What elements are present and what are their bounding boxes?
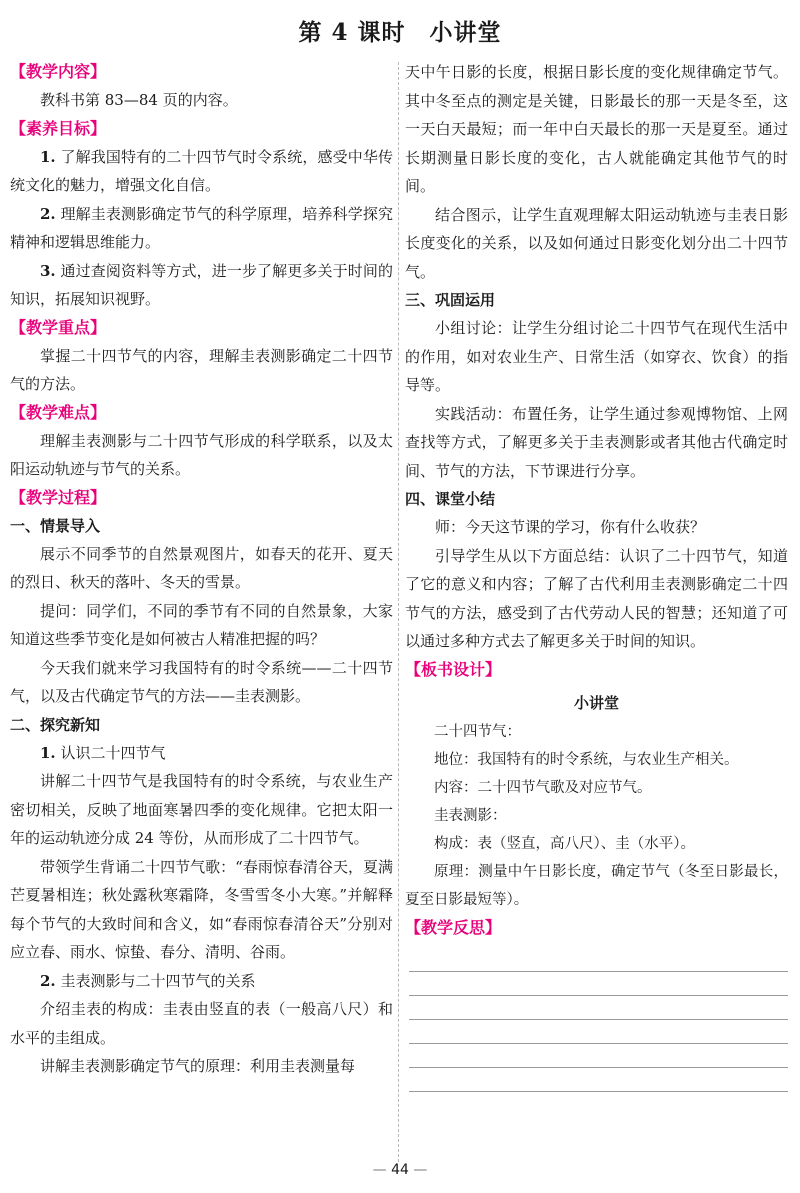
key-points-heading: 【教学重点】 <box>10 317 107 337</box>
goal-number: 3. <box>40 261 56 280</box>
writing-line[interactable] <box>409 1020 788 1044</box>
section-title-summary: 四、课堂小结 <box>405 490 496 508</box>
difficulties-heading: 【教学难点】 <box>10 402 107 422</box>
board-line: 内容：二十四节气歌及对应节气。 <box>434 779 652 796</box>
board-heading: 【板书设计】 <box>405 659 502 679</box>
process-heading: 【教学过程】 <box>10 487 107 507</box>
paragraph: 讲解二十四节气是我国特有的时令系统，与农业生产密切相关，反映了地面寒暑四季的变化规律。它把太阳一年的运动轨迹分成 24 等份，从而形成了二十四节气。 <box>10 772 393 847</box>
writing-line[interactable] <box>409 972 788 996</box>
difficulties-text: 理解圭表测影与二十四节气形成的科学联系，以及太阳运动轨迹与节气的关系。 <box>10 431 393 478</box>
left-column <box>10 58 393 1081</box>
paragraph: 引导学生从以下方面总结：认识了二十四节气，知道了它的意义和内容；了解了古代利用圭表测影确定二十四节气的方法，感受到了古代劳动人民的智慧；还知道了可以通过多种方式去了解更多关于时间的知识。 <box>405 546 788 650</box>
paragraph: 小组讨论：让学生分组讨论二十四节气在现代生活中的作用，如对农业生产、日常生活（如穿衣、饮食）的指导等。 <box>405 319 788 394</box>
goals-heading: 【素养目标】 <box>10 118 107 138</box>
key-points-text: 掌握二十四节气的内容，理解圭表测影确定二十四节气的方法。 <box>10 346 393 393</box>
paragraph: 实践活动：布置任务，让学生通过参观博物馆、上网查找等方式，了解更多关于圭表测影或者其他古代确定时间、节气的方法，下节课进行分享。 <box>405 404 788 480</box>
section-title-intro: 一、情景导入 <box>10 516 101 535</box>
page-number-value: 44 <box>391 1162 409 1178</box>
writing-line[interactable] <box>409 996 788 1020</box>
paragraph-continued: 天中午日影的长度，根据日影长度的变化规律确定节气。其中冬至点的测定是关键，日影最长的那一天是冬至，这一天白天最短；而一年中白天最长的那一天是夏至。通过长期测量日影长度的变化，古人就能确定其他节气的时间。 <box>405 63 788 195</box>
board-design <box>405 688 788 914</box>
page-title: 第 4 课时 小讲堂 <box>298 19 502 46</box>
section-title-practice: 三、巩固运用 <box>405 291 496 309</box>
goal-number: 2. <box>40 204 56 223</box>
page-number <box>0 1162 800 1178</box>
goal-text: 了解我国特有的二十四节气时令系统，感受中华传统文化的魅力，增强文化自信。 <box>10 147 393 194</box>
board-line: 二十四节气： <box>434 723 521 740</box>
goal-text: 理解圭表测影确定节气的科学原理，培养科学探究精神和逻辑思维能力。 <box>10 204 393 251</box>
goal-item <box>10 257 393 314</box>
board-line: 原理：测量中午日影长度，确定节气（冬至日影最长，夏至日影最短等）。 <box>405 863 788 908</box>
board-line: 构成：表（竖直，高八尺）、圭（水平）。 <box>434 835 695 852</box>
goal-number: 1. <box>40 147 56 166</box>
paragraph: 提问：同学们，不同的季节有不同的自然景象，大家知道这些季节变化是如何被古人精准把握的吗？ <box>10 601 393 648</box>
content-heading: 【教学内容】 <box>10 62 107 81</box>
subsection-number: 2. <box>40 971 56 990</box>
content-text: 教科书第 83—84 页的内容。 <box>40 91 238 109</box>
reflection-heading: 【教学反思】 <box>405 917 502 937</box>
reflection-writing-area[interactable] <box>405 948 788 1092</box>
paragraph: 结合图示，让学生直观理解太阳运动轨迹与圭表日影长度变化的关系，以及如何通过日影变化划分出二十四节气。 <box>405 205 788 281</box>
subsection-title <box>10 739 393 768</box>
section-title-explore: 二、探究新知 <box>10 715 101 734</box>
paragraph: 师：今天这节课的学习，你有什么收获？ <box>435 518 706 536</box>
goal-item <box>10 143 393 200</box>
paragraph: 介绍圭表的构成：圭表由竖直的表（一般高八尺）和水平的圭组成。 <box>10 1000 393 1047</box>
right-column <box>405 58 788 1092</box>
subsection-label: 圭表测影与二十四节气的关系 <box>55 971 256 990</box>
writing-line[interactable] <box>409 948 788 972</box>
goal-item <box>10 200 393 257</box>
board-title: 小讲堂 <box>573 693 619 712</box>
page-number-dash: — <box>372 1162 387 1178</box>
writing-line[interactable] <box>409 1068 788 1092</box>
writing-line[interactable] <box>409 1044 788 1068</box>
paragraph: 讲解圭表测影确定节气的原理：利用圭表测量每 <box>40 1057 356 1075</box>
subsection-number: 1. <box>40 743 56 762</box>
paragraph: 展示不同季节的自然景观图片，如春天的花开、夏天的烈日、秋天的落叶、冬天的雪景。 <box>10 544 393 591</box>
board-line: 圭表测影： <box>434 807 507 824</box>
goal-text: 通过查阅资料等方式，进一步了解更多关于时间的知识，拓展知识视野。 <box>10 261 393 308</box>
subsection-title <box>10 967 393 996</box>
subsection-label: 认识二十四节气 <box>55 743 166 762</box>
paragraph: 今天我们就来学习我国特有的时令系统——二十四节气，以及古代确定节气的方法——圭表测影。 <box>10 658 393 705</box>
page-number-dash: — <box>413 1162 428 1178</box>
board-line: 地位：我国特有的时令系统，与农业生产相关。 <box>434 751 739 768</box>
paragraph: 带领学生背诵二十四节气歌：“春雨惊春清谷天，夏满芒夏暑相连；秋处露秋寒霜降，冬雪雪冬小大寒。”并解释每个节气的大致时间和含义，如“春雨惊春清谷天”分别对应立春、雨水、惊蛰、春分、清明、谷雨。 <box>10 857 393 961</box>
column-divider <box>398 62 399 1162</box>
